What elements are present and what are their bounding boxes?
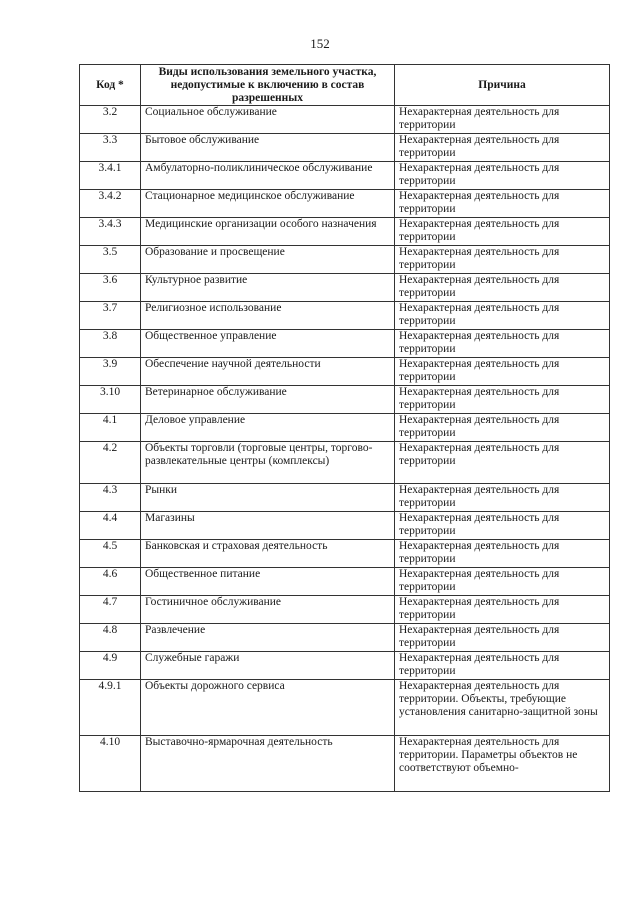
cell-land-use: Амбулаторно-поликлиническое обслуживание <box>141 162 395 190</box>
cell-reason: Нехарактерная деятельность для территории <box>395 512 610 540</box>
cell-land-use: Стационарное медицинское обслуживание <box>141 190 395 218</box>
cell-reason: Нехарактерная деятельность для территории <box>395 302 610 330</box>
cell-land-use: Общественное питание <box>141 568 395 596</box>
table-row <box>80 680 610 736</box>
cell-reason: Нехарактерная деятельность для территории <box>395 568 610 596</box>
header-code: Код * <box>80 65 141 106</box>
table-row <box>80 568 610 596</box>
cell-reason: Нехарактерная деятельность для территории. Параметры объектов не соответствуют объемно- <box>395 736 610 792</box>
cell-reason: Нехарактерная деятельность для территории <box>395 414 610 442</box>
cell-land-use: Культурное развитие <box>141 274 395 302</box>
cell-code: 4.9.1 <box>80 680 141 736</box>
table-row <box>80 624 610 652</box>
cell-reason: Нехарактерная деятельность для территории <box>395 190 610 218</box>
cell-code: 3.7 <box>80 302 141 330</box>
cell-reason: Нехарактерная деятельность для территории <box>395 652 610 680</box>
table-body <box>80 106 610 792</box>
cell-reason: Нехарактерная деятельность для территории <box>395 386 610 414</box>
cell-code: 4.5 <box>80 540 141 568</box>
cell-land-use: Рынки <box>141 484 395 512</box>
restricted-land-use-table <box>79 64 610 792</box>
table-row <box>80 246 610 274</box>
cell-reason: Нехарактерная деятельность для территории <box>395 330 610 358</box>
cell-code: 4.4 <box>80 512 141 540</box>
table-row <box>80 358 610 386</box>
cell-land-use: Гостиничное обслуживание <box>141 596 395 624</box>
cell-code: 3.4.1 <box>80 162 141 190</box>
cell-reason: Нехарактерная деятельность для территории <box>395 162 610 190</box>
cell-land-use: Банковская и страховая деятельность <box>141 540 395 568</box>
cell-reason: Нехарактерная деятельность для территории <box>395 134 610 162</box>
cell-land-use: Ветеринарное обслуживание <box>141 386 395 414</box>
cell-land-use: Бытовое обслуживание <box>141 134 395 162</box>
cell-code: 3.5 <box>80 246 141 274</box>
cell-land-use: Медицинские организации особого назначения <box>141 218 395 246</box>
table-row <box>80 134 610 162</box>
cell-land-use: Служебные гаражи <box>141 652 395 680</box>
cell-code: 4.2 <box>80 442 141 484</box>
cell-land-use: Религиозное использование <box>141 302 395 330</box>
cell-code: 3.4.2 <box>80 190 141 218</box>
cell-reason: Нехарактерная деятельность для территории <box>395 246 610 274</box>
cell-code: 4.3 <box>80 484 141 512</box>
table-row <box>80 190 610 218</box>
cell-reason: Нехарактерная деятельность для территории. Объекты, требующие установления санитарно-защитной зоны <box>395 680 610 736</box>
table-row <box>80 218 610 246</box>
cell-code: 4.8 <box>80 624 141 652</box>
cell-land-use: Деловое управление <box>141 414 395 442</box>
cell-reason: Нехарактерная деятельность для территории <box>395 106 610 134</box>
page-number: 152 <box>310 36 330 51</box>
cell-code: 4.6 <box>80 568 141 596</box>
cell-code: 4.7 <box>80 596 141 624</box>
cell-land-use: Выставочно-ярмарочная деятельность <box>141 736 395 792</box>
header-land-use-type: Виды использования земельного участка, недопустимые к включению в состав разрешенных <box>141 65 395 106</box>
cell-land-use: Социальное обслуживание <box>141 106 395 134</box>
table-row <box>80 596 610 624</box>
table-row <box>80 736 610 792</box>
cell-code: 3.10 <box>80 386 141 414</box>
cell-code: 3.9 <box>80 358 141 386</box>
table-row <box>80 106 610 134</box>
cell-code: 4.10 <box>80 736 141 792</box>
cell-code: 3.4.3 <box>80 218 141 246</box>
cell-reason: Нехарактерная деятельность для территории <box>395 274 610 302</box>
table-row <box>80 540 610 568</box>
table-row <box>80 274 610 302</box>
cell-reason: Нехарактерная деятельность для территории <box>395 624 610 652</box>
cell-land-use: Магазины <box>141 512 395 540</box>
table-header-row <box>80 65 610 106</box>
cell-reason: Нехарактерная деятельность для территории <box>395 596 610 624</box>
cell-land-use: Образование и просвещение <box>141 246 395 274</box>
cell-reason: Нехарактерная деятельность для территории <box>395 358 610 386</box>
table-row <box>80 162 610 190</box>
cell-land-use: Общественное управление <box>141 330 395 358</box>
cell-reason: Нехарактерная деятельность для территории <box>395 540 610 568</box>
cell-reason: Нехарактерная деятельность для территории <box>395 442 610 484</box>
cell-land-use: Обеспечение научной деятельности <box>141 358 395 386</box>
cell-code: 3.8 <box>80 330 141 358</box>
cell-code: 4.9 <box>80 652 141 680</box>
header-reason: Причина <box>395 65 610 106</box>
table-row <box>80 442 610 484</box>
cell-land-use: Объекты торговли (торговые центры, торгово-развлекательные центры (комплексы) <box>141 442 395 484</box>
cell-reason: Нехарактерная деятельность для территории <box>395 218 610 246</box>
table-row <box>80 414 610 442</box>
table-row <box>80 652 610 680</box>
cell-land-use: Развлечение <box>141 624 395 652</box>
table-row <box>80 330 610 358</box>
table-row <box>80 484 610 512</box>
cell-code: 4.1 <box>80 414 141 442</box>
table-row <box>80 302 610 330</box>
cell-code: 3.2 <box>80 106 141 134</box>
cell-reason: Нехарактерная деятельность для территории <box>395 484 610 512</box>
table-row <box>80 512 610 540</box>
cell-code: 3.6 <box>80 274 141 302</box>
cell-land-use: Объекты дорожного сервиса <box>141 680 395 736</box>
table-row <box>80 386 610 414</box>
cell-code: 3.3 <box>80 134 141 162</box>
